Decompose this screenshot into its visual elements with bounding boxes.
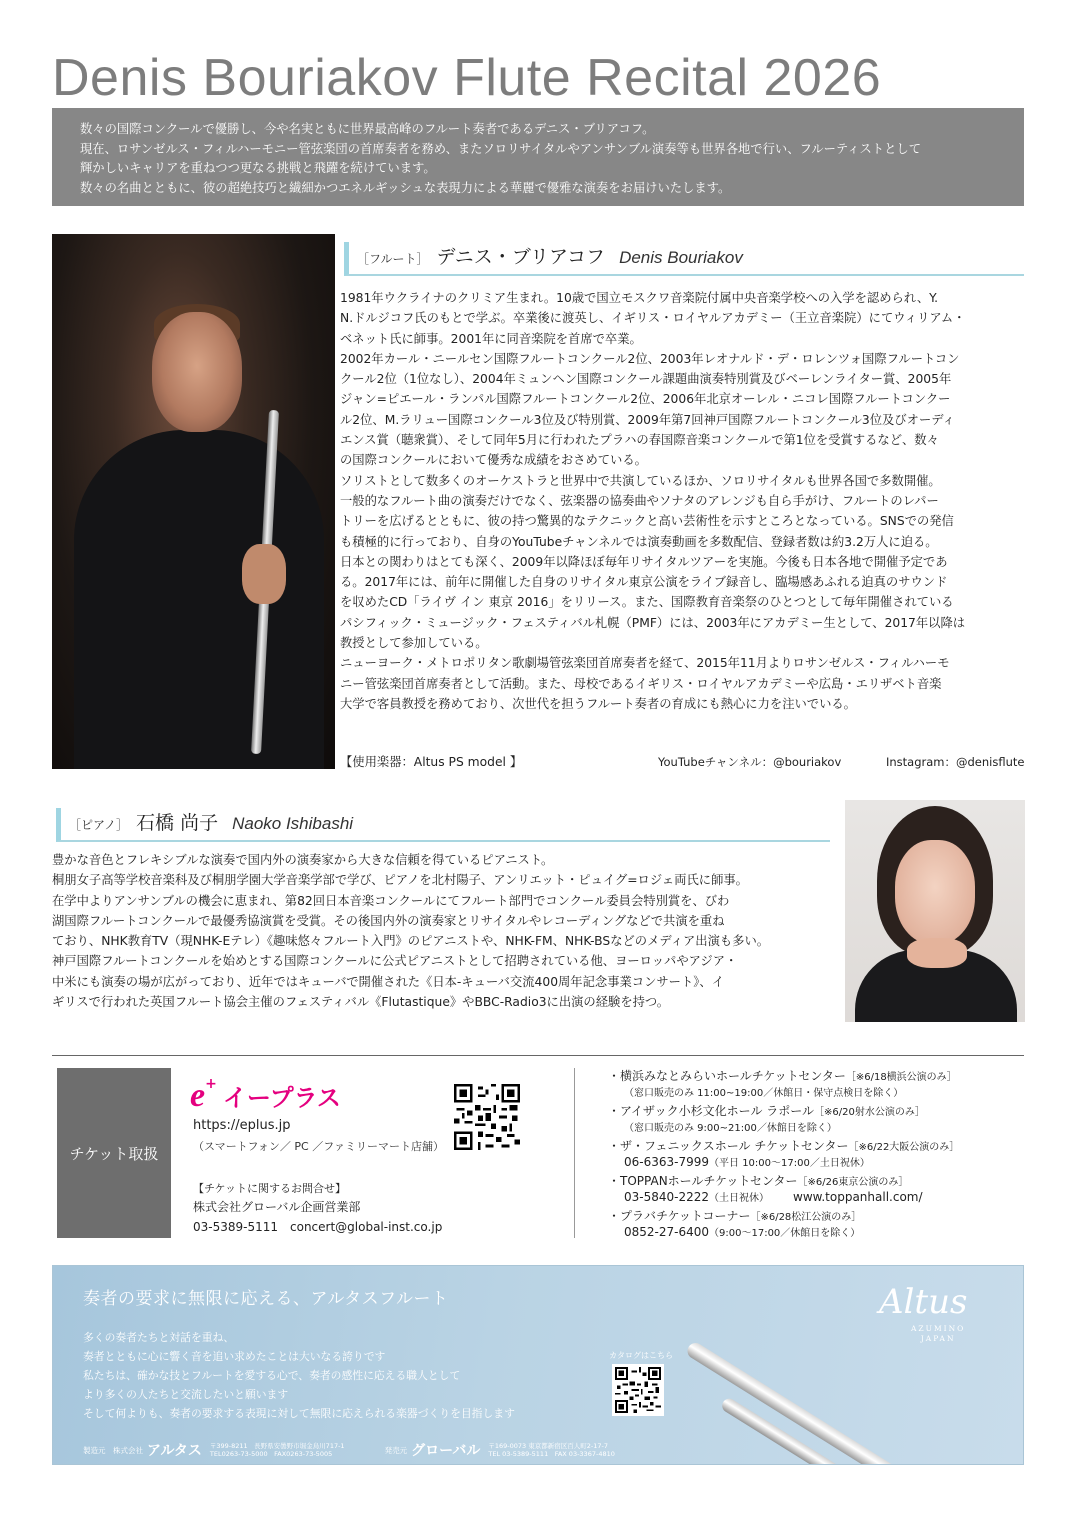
venue-name: ・ザ・フェニックスホール チケットセンター [608,1139,849,1153]
bio-line: 湖国際フルートコンクールで最優秀協演賞を受賞。その後国内外の演奏家とリサイタルやレコーディングなどで共演を重ね [52,913,725,928]
eplus-url-link[interactable]: https://eplus.jp [193,1118,291,1133]
ad-body [83,1328,515,1423]
venue-hours: （平日 10:00～17:00／土日祝休） [709,1158,870,1169]
catalog-qr-code[interactable] [612,1364,664,1416]
intro-line: 数々の国際コンクールで優勝し、今や名実ともに世界最高峰のフルート奏者であるデニス・ブリアコフ。 [80,122,655,136]
bio-line: 在学中よりアンサンブルの機会に恵まれ、第82回日本音楽コンクールにてフルート部門でコンクール委員会特別賞を、びわ [52,893,730,908]
eplus-qr-code[interactable] [454,1084,520,1150]
venue-note: ［※6/28松江公演のみ］ [750,1212,862,1223]
venue-note: ［※6/18横浜公演のみ］ [845,1072,957,1083]
pianist-bio [52,850,842,1012]
venue-phone: 0852-27-6400 [624,1225,710,1239]
bio-line: ル2位、M.ラリュー国際コンクール3位及び特別賞、2009年第7回神戸国際フルートコンクール3位及びオーディ [340,412,955,427]
ad-line: 私たちは、確かな技とフルートを愛する心で、奏者の感性に応える職人として [83,1369,461,1382]
ad-line: 奏者とともに心に響く音を追い求めたことは大いなる誇りです [83,1350,386,1363]
bio-line: 神戸国際フルートコンクールを始めとする国際コンクールに公式ピアニストとして招聘されている他、ヨーロッパやアジア・ [52,954,738,969]
bio-line: ギリスで行われた英国フルート協会主催のフェスティバル《Flutastique》やBBC-Radio3に出演の経験を持つ。 [52,995,670,1010]
bio-line: ジャン=ピエール・ランパル国際フルートコンクール2位、2006年北京オーレル・ニコレ国際フルートコンクー [340,392,951,407]
bio-line: パシフィック・ミュージック・フェスティバル札幌（PMF）には、2003年にアカデミー生として、2017年以降は [340,615,966,630]
altus-advertisement [52,1265,1024,1465]
venue-item [608,1207,1028,1239]
altus-logo-sub [911,1324,965,1344]
photo-body [74,430,324,769]
maker-address-2: TEL0263-73-5000 FAX0263-73-5005 [209,1450,333,1458]
bio-line: ニー管弦楽団首席奏者として活動。また、母校であるイギリス・ロイヤルアカデミーや広島・エリザベト音楽 [340,676,942,691]
maker-address [210,1442,345,1458]
intro-line: 輝かしいキャリアを重ねつつ更なる挑戦と飛躍を続けています。 [80,161,436,175]
venue-hours: （9:00～17:00／休館日を除く） [709,1228,861,1239]
venue-name: ・TOPPANホールチケットセンター [608,1174,798,1188]
venue-note: ［※6/22大阪公演のみ］ [848,1142,960,1153]
photo-face [895,840,975,944]
section-divider [52,1055,1024,1056]
seller-logo: グローバル [411,1443,481,1459]
flutist-role: ［フルート］ [357,252,429,266]
ad-line: そして何よりも、奏者の要求する表現に対して無限に応えられる楽器づくりを目指します [83,1407,515,1420]
photo-hand [242,544,286,604]
bio-line: 日本との関わりはとても深く、2009年以降ほぼ毎年リサイタルツアーを実施。今後も日本各地で開催予定であ [340,554,948,569]
venue-url-link[interactable]: www.toppanhall.com/ [793,1190,923,1204]
seller-label: 発売元 [384,1445,408,1455]
pianist-name-en: Naoko Ishibashi [232,814,354,833]
bio-line: エンス賞（聴衆賞）、そして同年5月に行われたプラハの春国際音楽コンクールで第1位を受賞するなど、数々 [340,433,939,448]
pianist-photo [845,800,1025,1022]
bio-line: クール2位（1位なし）、2004年ミュンヘン国際コンクール課題曲演奏特別賞及びベーレンライター賞、2005年 [340,372,952,387]
seller-address [488,1442,614,1458]
altus-logo: Altus [879,1282,968,1322]
intro-box [52,108,1024,206]
youtube-handle[interactable]: YouTubeチャンネル：@bouriakov [658,755,842,769]
instagram-handle[interactable]: Instagram：@denisflute [886,755,1025,769]
maker-logo: アルタス [147,1443,202,1459]
altus-logo-sub-2: JAPAN [920,1334,956,1343]
ad-slogan: 奏者の要求に無限に応える、アルタスフルート [83,1289,449,1309]
venue-hours: （土日祝休） [709,1193,770,1204]
photo-face [152,312,242,432]
flutist-name-jp: デニス・ブリアコフ [436,246,606,268]
pianist-name-jp: 石橋 尚子 [136,812,219,834]
ticket-label: チケット取扱 [57,1068,171,1238]
bio-line: N.ドルジコフ氏のもとで学ぶ。卒業後に渡英し、イギリス・ロイヤルアカデミー（王立音楽院）にてウィリアム・ [340,311,966,326]
venue-detail: （窓口販売のみ 11:00~19:00／休館日・保守点検日を除く） [624,1088,904,1099]
ad-line: より多くの人たちと交流したいと願います [83,1388,289,1401]
venue-note: ［※6/20射水公演のみ］ [814,1107,925,1118]
eplus-logo[interactable] [190,1075,341,1114]
seller-address-1: 〒169-0073 東京都新宿区百人町2-17-7 [488,1442,608,1450]
venue-phone: 06-6363-7999 [624,1155,710,1169]
venue-list [608,1067,1028,1242]
venue-name: ・横浜みなとみらいホールチケットセンター [608,1069,846,1083]
flutist-bio [340,288,1028,714]
inquiry-company: 株式会社グローバル企画営業部 [193,1200,361,1214]
maker-label: 製造元 株式会社 [83,1445,143,1455]
venue-item [608,1102,1028,1134]
flutist-name-en: Denis Bouriakov [619,248,743,267]
eplus-logo-plus: + [205,1075,217,1092]
bio-line: 教授として参加している。 [340,636,488,651]
ticket-divider [574,1068,575,1238]
photo-hand [907,938,967,968]
maker-address-1: 〒399-8211 長野県安曇野市堀金烏川717-1 [209,1442,345,1450]
pianist-role: ［ピアノ］ [69,818,129,832]
bio-line: 大学で客員教授を務めており、次世代を担うフルート奏者の育成にも熱心に力を注いでいる。 [340,696,856,711]
bio-line: も積極的に行っており、自身のYouTubeチャンネルでは演奏動画を多数配信、登録者数は約3.2万人に迫る。 [340,534,938,549]
venue-phone: 03-5840-2222 [624,1190,710,1204]
bio-line: トリーを広げるとともに、彼の持つ驚異的なテクニックと高い芸術性を示すところとなっている。SNSでの発信 [340,514,954,529]
bio-line: 桐朋女子高等学校音楽科及び桐朋学園大学音楽学部で学び、ピアノを北村陽子、アンリエット・ピュイグ=ロジェ両氏に師事。 [52,873,748,888]
venue-name: ・アイザック小杉文化ホール ラポール [608,1104,815,1118]
eplus-logo-e: e [190,1076,206,1114]
bio-line: ソリストとして数多くのオーケストラと世界中で共演しているほか、ソロリサイタルも世界各国で多数開催。 [340,473,941,488]
venue-name: ・プラバチケットコーナー [608,1209,751,1223]
bio-line: 2002年カール・ニールセン国際フルートコンクール2位、2003年レオナルド・デ・ロレンツォ国際フルートコン [340,351,960,366]
flutist-photo [52,234,335,769]
bio-line: ベネット氏に師事。2001年に同音楽院を首席で卒業。 [340,331,642,346]
bio-line: 豊かな音色とフレキシブルな演奏で国内外の演奏家から大きな信頼を得ているピアニスト。 [52,853,554,867]
venue-item [608,1137,1028,1169]
venue-note: ［※6/26東京公演のみ］ [797,1177,909,1188]
bio-line: 一般的なフルート曲の演奏だけでなく、弦楽器の協奏曲やソナタのアレンジも自ら手がけ、フルートのレパー [340,493,939,508]
bio-line: 中米にも演奏の場が広がっており、近年ではキューバで開催された《日本-キューバ交流400周年記念事業コンサート》、イ [52,974,725,989]
seller-address-2: TEL 03-5389-5111 FAX 03-3367-4810 [488,1450,615,1458]
bio-line: ており、NHK教育TV（現NHK-Eテレ）《趣味悠々フルート入門》のピアニストや、NHK-FM、NHK-BSなどのメディア出演も多い。 [52,934,770,949]
ad-line: 多くの奏者たちと対話を重ね、 [83,1331,235,1344]
catalog-label: カタログはこちら [609,1351,673,1360]
instrument-label: 【使用楽器：Altus PS model 】 [340,755,523,769]
inquiry-contact[interactable]: 03-5389-5111 concert@global-inst.co.jp [193,1220,443,1234]
intro-line: 現在、ロサンゼルス・フィルハーモニー管弦楽団の首席奏者を務め、またソロリサイタルやアンサンブル演奏等も世界各地で行い、フルーティストとして [80,141,921,156]
bio-line: る。2017年には、前年に開催した自身のリサイタル東京公演をライブ録音し、臨場感あふれる迫真のサウンド [340,575,948,590]
venue-item [608,1067,1028,1099]
venue-detail: （窓口販売のみ 9:00~21:00／休館日を除く） [624,1123,837,1134]
bio-line: を収めたCD「ライヴ イン 東京 2016」をリリース。また、国際教育音楽祭のひとつとして毎年開催されている [340,595,954,610]
flutist-heading [344,242,1024,276]
eplus-logo-name: イープラス [222,1084,341,1112]
page-title: Denis Bouriakov Flute Recital 2026 [52,49,882,107]
inquiry-label: 【チケットに関するお問合せ】 [193,1182,347,1195]
bio-line: の国際コンクールにおいて優秀な成績をおさめている。 [340,453,647,468]
bio-line: 1981年ウクライナのクリミア生まれ。10歳で国立モスクワ音楽院付属中央音楽学校への入学を認められ、Y. [340,291,939,305]
altus-logo-sub-1: AZUMINO [911,1324,966,1333]
eplus-note: （スマートフォン／ PC ／ファミリーマート店舗） [193,1140,444,1153]
intro-line: 数々の名曲とともに、彼の超絶技巧と繊細かつエネルギッシュな表現力による華麗で優雅な演奏をお届けいたします。 [80,180,731,195]
bio-line: ニューヨーク・メトロポリタン歌劇場管弦楽団首席奏者を経て、2015年11月よりロサンゼルス・フィルハーモ [340,656,950,671]
pianist-heading [56,808,830,842]
ad-footer [83,1440,655,1460]
venue-item [608,1172,1028,1204]
